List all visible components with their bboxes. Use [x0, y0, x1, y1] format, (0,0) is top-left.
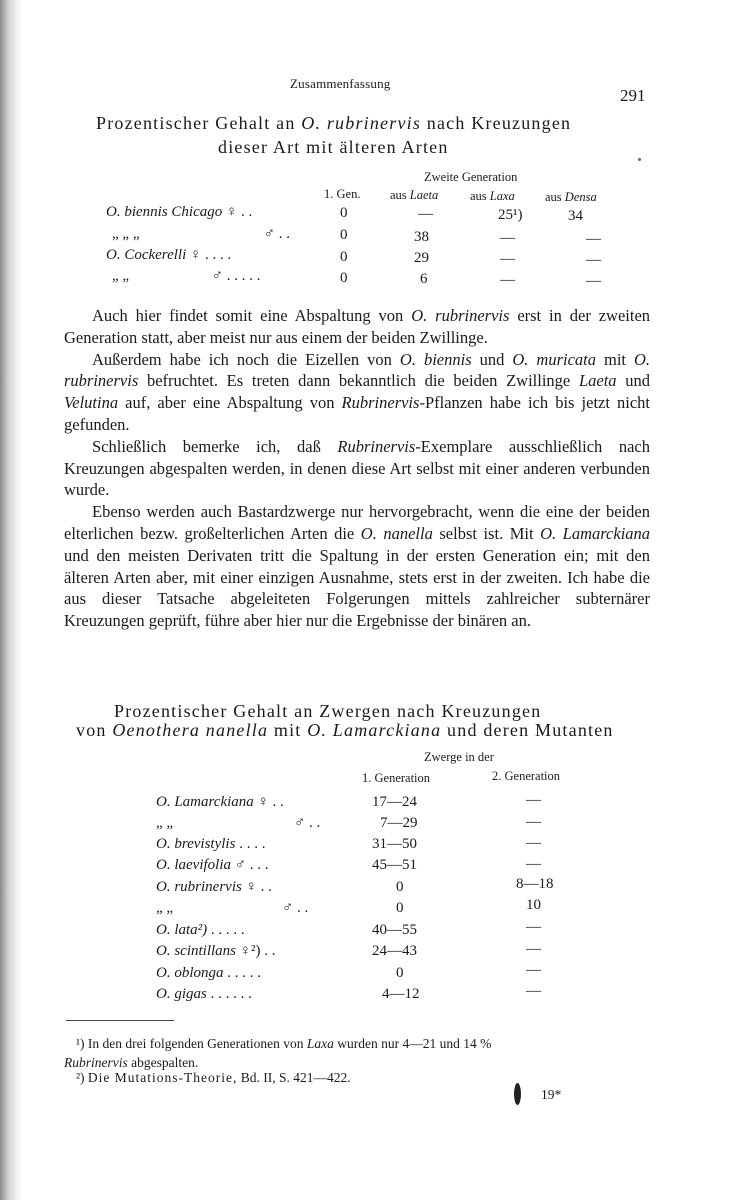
cell-laeta: 6	[420, 271, 428, 287]
table-row	[156, 965, 261, 982]
cell-gen2: —	[526, 941, 541, 957]
cell-gen1: 0	[396, 879, 404, 895]
row-sex: ♂	[211, 268, 223, 284]
cell-gen2: —	[526, 814, 541, 830]
cell-laeta: 38	[414, 229, 429, 245]
row-label: O. Lamarckiana	[156, 794, 254, 810]
text: und den meisten Derivaten tritt die Spaltung in der ersten Generation ein; mit den älteren Arten aber, mit einer einzigen Ausnahme, stets erst in der zweiten. Ich habe die aus dieser Tatsache abgeleiteten Folgerungen mittels zahlreicher subternärer Kreuzungen geprüft, führe aber hier nur die Ergebnisse der binären an.	[64, 545, 650, 631]
cell-densa: —	[586, 252, 601, 268]
table-row	[156, 794, 284, 811]
row-leader: . . .	[249, 857, 269, 873]
species: O. muricata	[512, 349, 596, 369]
row-sex: ♀	[226, 204, 238, 220]
col-name: Laxa	[489, 189, 515, 203]
ink-speck	[638, 158, 641, 161]
running-head: Zusammenfassung	[290, 76, 391, 91]
table-row	[156, 922, 245, 939]
cell-gen1: 0	[340, 249, 348, 265]
row-leader: . .	[309, 815, 321, 831]
row-leader: . . . . .	[210, 922, 245, 938]
row-label: O. scintillans	[156, 943, 237, 959]
row-label: O. brevistylis	[156, 836, 236, 852]
row-sex: ♂	[294, 815, 306, 831]
cell-gen1: 0	[396, 965, 404, 981]
row-sex: ♀	[190, 247, 202, 263]
cell-densa: —	[586, 273, 601, 289]
row-leader: . . . . .	[226, 268, 261, 284]
row-label: O. rubrinervis	[156, 879, 242, 895]
cell-densa: —	[586, 231, 601, 247]
text: Ebenso werden auch Bastardzwerge nur hervorgebracht, wenn die eine der beiden elterlichen bezw. großelterlichen Arten die	[64, 502, 650, 543]
row-sex: ♂	[234, 857, 246, 873]
text: wurden nur 4—21 und 14 %	[337, 1036, 492, 1051]
text: erst in der zweiten Generation statt, aber meist nur aus einem der beiden Zwillinge.	[64, 306, 651, 347]
text: Außerdem habe ich noch die Eizellen von	[92, 349, 392, 369]
species: Velutina	[64, 393, 119, 413]
table2-title-line2	[76, 720, 614, 741]
species: O. biennis	[399, 349, 472, 369]
text: mit	[273, 720, 302, 740]
cell-laeta: —	[418, 206, 433, 222]
cell-gen1: 45—51	[372, 857, 417, 873]
col-prefix: aus	[470, 189, 487, 203]
row-label: O. gigas	[156, 986, 207, 1002]
footnote-1	[76, 1036, 491, 1052]
table1-title-line1	[96, 113, 571, 134]
row-leader: . . . . .	[227, 965, 261, 981]
row-leader: . . . . . .	[210, 986, 252, 1002]
paragraph-4	[64, 501, 650, 632]
table1-col-gen1: 1. Gen.	[324, 187, 361, 201]
table-row	[156, 815, 320, 832]
row-label: O. lata²)	[156, 922, 208, 938]
species: O. nanella	[360, 523, 433, 543]
species: Rubrinervis	[337, 436, 416, 456]
cell-laxa: —	[500, 251, 515, 267]
table-row	[112, 268, 261, 285]
text: und deren Mutanten	[447, 720, 614, 740]
row-sex: ♂	[263, 226, 275, 242]
text: auf, aber eine Abspaltung von	[125, 393, 335, 413]
row-sex: ♀	[245, 879, 257, 895]
table-row	[156, 986, 252, 1003]
cell-gen1: 0	[340, 227, 348, 243]
row-leader: . .	[264, 943, 276, 959]
row-leader: . .	[297, 900, 309, 916]
table-row	[106, 247, 231, 264]
row-label: „ „ „	[112, 226, 140, 242]
page-edge-shadow	[0, 0, 22, 1200]
text: In den drei folgenden Generationen von	[87, 1036, 304, 1051]
row-sex: ♀²)	[239, 943, 261, 959]
species: O. rubrinervis	[64, 349, 651, 391]
species: Laxa	[306, 1036, 334, 1051]
footnote-rule	[66, 1020, 174, 1021]
row-leader: . .	[241, 204, 253, 220]
footnote-mark: ²)	[76, 1070, 85, 1085]
species: Oenothera nanella	[112, 720, 269, 740]
row-leader: . . . .	[239, 836, 266, 852]
text: Die Mutations-Theorie,	[87, 1070, 238, 1085]
cell-gen1: 7—29	[380, 815, 418, 831]
signature-mark: 19*	[541, 1087, 562, 1102]
text: -Exemplare ausschließlich nach Kreuzungen abgespalten werden, in denen diese Art selbst mit einer anderen verbunden wurde.	[64, 436, 651, 500]
col-name: Laeta	[409, 188, 439, 202]
species: O. Lamarckiana	[540, 523, 651, 543]
row-leader: . .	[260, 879, 272, 895]
cell-gen1: 4—12	[382, 986, 420, 1002]
species: Rubrinervis	[341, 393, 420, 413]
cell-gen2: 8—18	[516, 876, 554, 892]
cell-gen2: —	[526, 962, 541, 978]
cell-gen1: 0	[396, 900, 404, 916]
text: und	[625, 371, 651, 391]
row-label: O. oblonga	[156, 965, 224, 981]
paragraph-1	[64, 305, 650, 349]
row-label: „ „	[156, 900, 174, 916]
cell-gen2: —	[526, 856, 541, 872]
table-row	[156, 879, 272, 896]
table1-col-densa	[545, 190, 597, 205]
table1-title-line2: dieser Art mit älteren Arten	[218, 137, 449, 157]
text: Auch hier findet somit eine Abspaltung von	[92, 306, 404, 325]
text: von	[76, 720, 107, 740]
row-sex: ♀	[257, 794, 269, 810]
footnote-2	[76, 1070, 351, 1086]
table-row	[106, 204, 252, 221]
species: Rubrinervis	[64, 1055, 128, 1070]
text: mit	[603, 349, 626, 369]
text: abgespalten.	[131, 1055, 199, 1070]
row-label: „ „	[112, 268, 130, 284]
table-row	[156, 857, 269, 874]
col-prefix: aus	[390, 188, 407, 202]
row-leader: . .	[278, 226, 290, 242]
cell-gen1: 24—43	[372, 943, 417, 959]
page-number: 291	[620, 86, 646, 105]
row-leader: . .	[272, 794, 284, 810]
text: Bd. II, S. 421—422.	[240, 1070, 351, 1085]
table-row	[112, 226, 290, 243]
cell-gen2: —	[526, 792, 541, 808]
table1-col-laxa	[470, 189, 515, 204]
cell-gen1: 31—50	[372, 836, 417, 852]
paragraph-2	[64, 349, 650, 436]
table2-group-header: Zwerge in der	[424, 750, 494, 764]
table2-col-gen2: 2. Generation	[492, 769, 561, 783]
row-label: O. laevifolia	[156, 857, 231, 873]
species: O. rubrinervis	[411, 306, 510, 325]
row-leader: . . . .	[205, 247, 232, 263]
footnote-mark: ¹)	[76, 1036, 85, 1051]
table1-title-species: O. rubrinervis	[301, 113, 422, 133]
text: -Pflanzen habe ich bis jetzt nicht gefunden.	[64, 393, 651, 434]
species: O. Lamarckiana	[307, 720, 442, 740]
cell-densa: 34	[568, 208, 583, 224]
row-label: O. Cockerelli	[106, 247, 187, 263]
cell-gen2: —	[526, 919, 541, 935]
text: selbst ist. Mit	[439, 523, 534, 543]
footnote-1-cont	[64, 1055, 198, 1071]
cell-gen1: 0	[340, 205, 348, 221]
cell-laxa: —	[500, 230, 515, 246]
cell-gen2: —	[526, 835, 541, 851]
table-row	[156, 836, 265, 853]
table1-title-text: Prozentischer Gehalt an	[96, 113, 296, 133]
cell-gen2: 10	[526, 897, 541, 913]
text: befruchtet. Es treten dann bekanntlich die beiden Zwillinge	[146, 371, 571, 391]
table1-col-laeta	[390, 188, 438, 203]
species: Laeta	[578, 371, 617, 391]
row-label: „ „	[156, 815, 174, 831]
cell-laeta: 29	[414, 250, 429, 266]
body-text	[64, 305, 650, 632]
cell-gen1: 0	[340, 270, 348, 286]
table-row	[156, 943, 276, 960]
table-row	[156, 900, 308, 917]
table1-group-header: Zweite Generation	[424, 170, 518, 184]
text: Schließlich bemerke ich, daß	[92, 436, 321, 456]
cell-gen1: 40—55	[372, 922, 417, 938]
text: und	[479, 349, 505, 369]
table2-col-gen1: 1. Generation	[362, 771, 431, 785]
cell-gen2: —	[526, 983, 541, 999]
paragraph-3	[64, 436, 650, 501]
cell-laxa: —	[500, 272, 515, 288]
cell-laxa: 25¹)	[498, 207, 523, 223]
col-prefix: aus	[545, 190, 562, 204]
table1-title-text-end: nach Kreuzungen	[426, 113, 572, 133]
cell-gen1: 17—24	[372, 794, 417, 810]
ink-blot	[514, 1083, 521, 1105]
row-sex: ♂	[282, 900, 294, 916]
table2-title-line1: Prozentischer Gehalt an Zwergen nach Kreuzungen	[114, 701, 542, 721]
col-name: Densa	[564, 190, 597, 204]
row-label: O. biennis Chicago	[106, 204, 223, 220]
